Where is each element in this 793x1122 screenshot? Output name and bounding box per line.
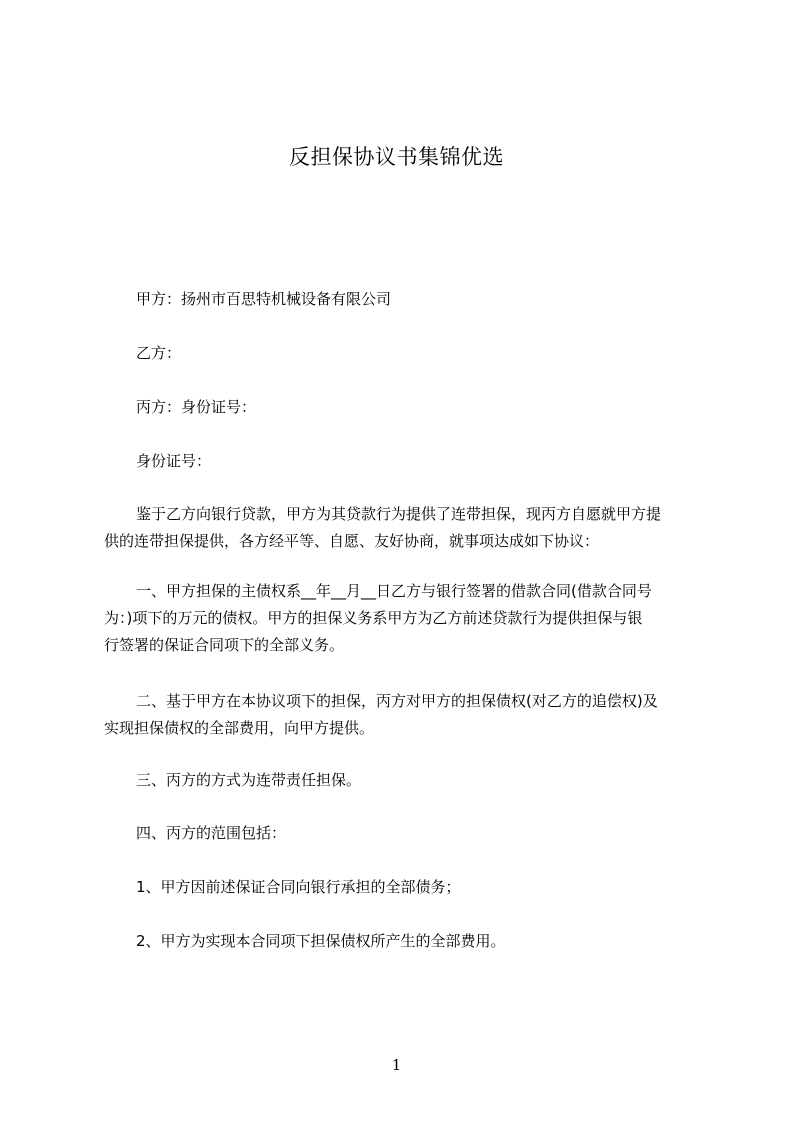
- intro-paragraph-line-2: 供的连带担保提供，各方经平等、自愿、友好协商，就事项达成如下协议：: [104, 532, 600, 550]
- party-a-line: 甲方：扬州市百思特机械设备有限公司: [136, 290, 392, 308]
- party-c-line: 丙方：身份证号：: [136, 398, 257, 416]
- page-number: 1: [391, 1056, 402, 1074]
- party-b-line: 乙方：: [136, 344, 182, 362]
- clause-1-line-3: 行签署的保证合同项下的全部义务。: [104, 636, 345, 654]
- clause-1-line-1: 一、甲方担保的主债权系__年__月__日乙方与银行签署的借款合同(借款合同号: [136, 582, 652, 600]
- clause-2-line-2: 实现担保债权的全部费用，向甲方提供。: [104, 719, 375, 737]
- clause-3-line: 三、丙方的方式为连带责任担保。: [136, 771, 362, 789]
- scope-item-2: 2、甲方为实现本合同项下担保债权所产生的全部费用。: [136, 932, 506, 950]
- clause-2-line-1: 二、基于甲方在本协议项下的担保，丙方对甲方的担保债权(对乙方的追偿权)及: [136, 692, 658, 710]
- intro-paragraph-line-1: 鉴于乙方向银行贷款，甲方为其贷款行为提供了连带担保，现丙方自愿就甲方提: [136, 505, 662, 523]
- scope-item-1: 1、甲方因前述保证合同向银行承担的全部债务；: [136, 878, 461, 896]
- document-title: 反担保协议书集锦优选: [289, 145, 504, 169]
- clause-1-line-2: 为：)项下的万元的债权。甲方的担保义务系甲方为乙方前述贷款行为提供担保与银: [104, 609, 643, 627]
- clause-4-line: 四、丙方的范围包括：: [136, 824, 287, 842]
- id-number-line: 身份证号：: [136, 452, 212, 470]
